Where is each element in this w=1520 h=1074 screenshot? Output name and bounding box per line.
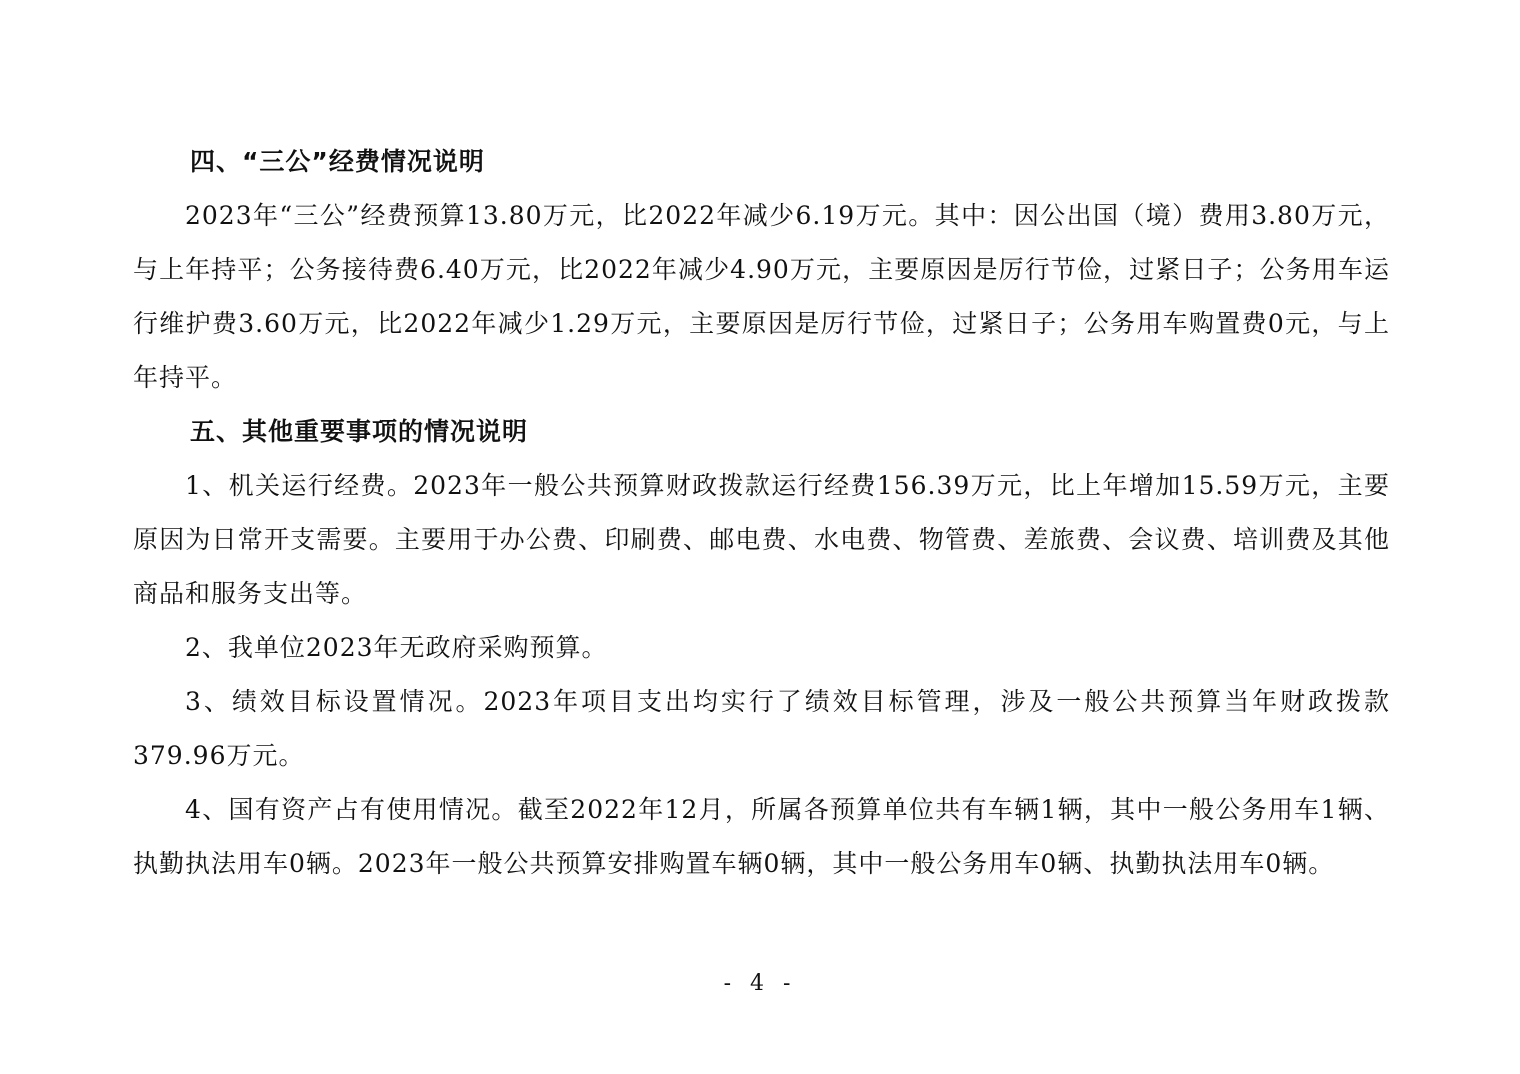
section-five-item-2: 2、我单位2023年无政府采购预算。 [185,633,608,662]
section-four-heading: 四、“三公”经费情况说明 [190,147,485,176]
section-four-paragraph: 2023年“三公”经费预算13.80万元，比2022年减少6.19万元。其中：因公出国（境）费用3.80万元，与上年持平；公务接待费6.40万元，比2022年减少4.90万元，主要原因是厉行节俭，过紧日子；公务用车运行维护费3.60万元，比2022年减少1.29万元，主要原因是厉行节俭，过紧日子；公务用车购置费0元，与上年持平。 [133,201,1390,392]
document-body [133,135,1390,891]
page-number: - 4 - [723,971,797,996]
section-five-item-3: 3、绩效目标设置情况。2023年项目支出均实行了绩效目标管理，涉及一般公共预算当年财政拨款379.96万元。 [133,687,1390,770]
section-five-item-4: 4、国有资产占有使用情况。截至2022年12月，所属各预算单位共有车辆1辆，其中一般公务用车1辆、执勤执法用车0辆。2023年一般公共预算安排购置车辆0辆，其中一般公务用车0辆、执勤执法用车0辆。 [133,795,1390,878]
section-five-item-1: 1、机关运行经费。2023年一般公共预算财政拨款运行经费156.39万元，比上年增加15.59万元，主要原因为日常开支需要。主要用于办公费、印刷费、邮电费、水电费、物管费、差旅费、会议费、培训费及其他商品和服务支出等。 [133,471,1390,608]
section-five-heading: 五、其他重要事项的情况说明 [190,417,529,446]
